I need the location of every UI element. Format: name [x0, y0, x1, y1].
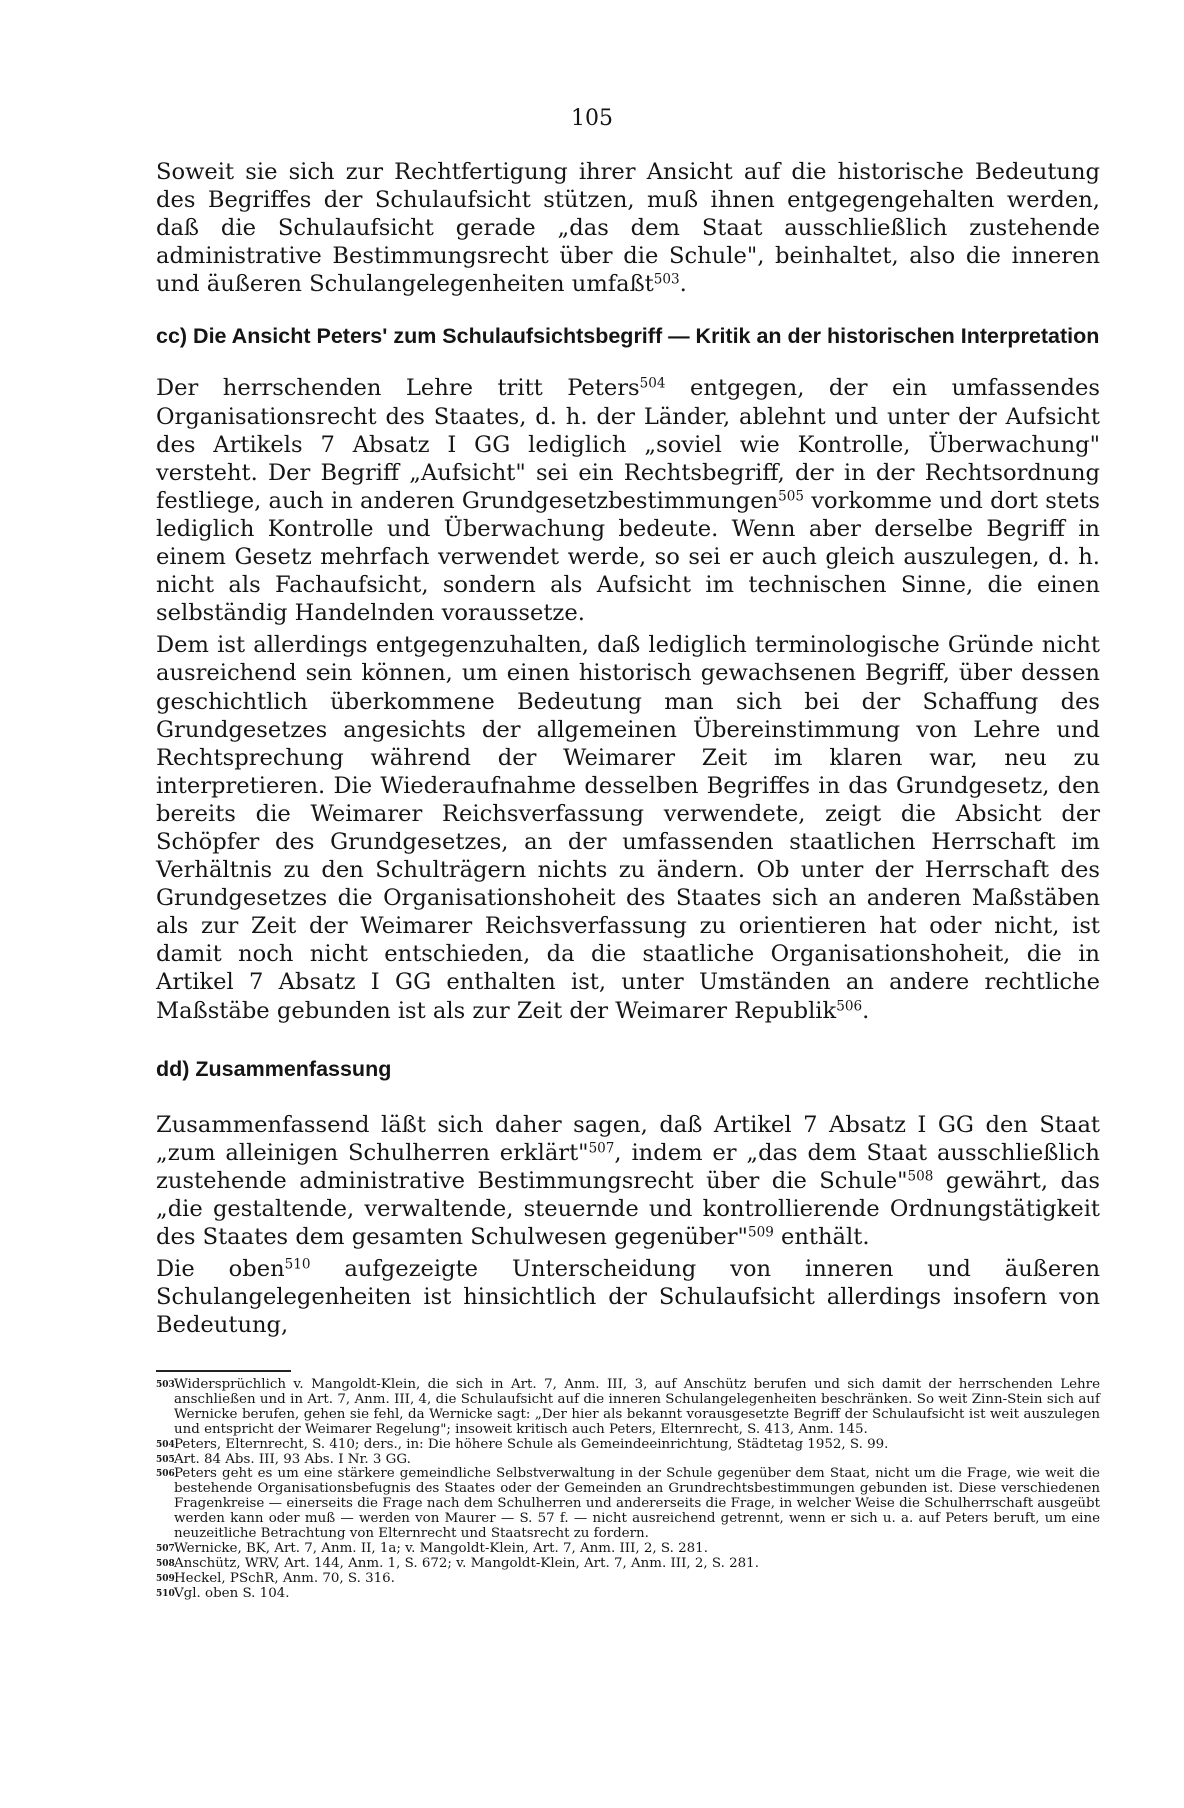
- paragraph-4: Zusammenfassend läßt sich daher sagen, daß Artikel 7 Absatz I GG den Staat „zum alleinigen Schulherren erklärt"$^{507}$, indem er „das dem Staat ausschließlich zustehende administrative Bestimmungsrecht über die Schule"$^{508}$ gewährt, das „die gestaltende, verwaltende, steuernde und kontrollierende Ordnungstätigkeit des Staates dem gesamten Schulwesen gegenüber"$^{509}$ enthält.: [156, 1111, 1100, 1250]
- footnote-507: 507 Wernicke, BK, Art. 7, Anm. II, 1a; v. Mangoldt-Klein, Art. 7, Anm. III, 2, S. 281.: [156, 1540, 708, 1556]
- footnote-number: 509: [156, 1573, 175, 1584]
- footnote-505: 505 Art. 84 Abs. III, 93 Abs. I Nr. 3 GG.: [156, 1451, 411, 1467]
- section-heading-cc: cc) Die Ansicht Peters' zum Schulaufsichtsbegriff — Kritik an der historischen Interpretation: [156, 324, 1100, 349]
- footnote-number: 504: [156, 1439, 175, 1450]
- footnote-ref-503[interactable]: 503: [653, 271, 680, 288]
- footnote-508: 508 Anschütz, WRV, Art. 144, Anm. 1, S. 672; v. Mangoldt-Klein, Art. 7, Anm. III, 2, S. 281.: [156, 1555, 759, 1571]
- footnote-506: 506 Peters geht es um eine stärkere gemeindliche Selbstverwaltung in der Schule gegenüber dem Staat, nicht um die Frage, wie weit die bestehende Organisationsbefugnis des Staates oder der Gemeinden an Grundrechtsbestimmungen gebunden ist. Diese verschiedenen Fragenkreise — einerseits die Frage nach dem Schulherren und andererseits die Frage, in welcher Weise die Schulherrschaft ausgeübt werden kann oder muß — werden von Maurer — S. 57 f. — nicht ausreichend getrennt, wenn er sich u. a. auf Peters beruft, um eine neuzeitliche Betrachtung von Elternrecht und Staatsrecht zu fordern.: [156, 1466, 1100, 1542]
- footnote-ref-510[interactable]: 510: [284, 1256, 311, 1273]
- footnote-ref-506[interactable]: 506: [836, 998, 863, 1015]
- footnote-number: 505: [156, 1454, 175, 1465]
- footnote-divider: [156, 1370, 291, 1372]
- footnote-ref-505[interactable]: 505: [778, 488, 805, 505]
- footnote-number: 510: [156, 1588, 175, 1599]
- paragraph-1: Soweit sie sich zur Rechtfertigung ihrer Ansicht auf die historische Bedeutung des Begriffes der Schulaufsicht stützen, muß ihnen entgegengehalten werden, daß die Schulaufsicht gerade „das dem Staat ausschließlich zustehende administrative Bestimmungsrecht über die Schule", beinhaltet, also die inneren und äußeren Schulangelegenheiten umfaßt$^{503}$.: [156, 159, 1100, 298]
- footnotes: [156, 1378, 1100, 1602]
- footnote-509: 509 Heckel, PSchR, Anm. 70, S. 316.: [156, 1570, 395, 1586]
- footnote-number: 503: [156, 1380, 175, 1390]
- footnote-504: 504 Peters, Elternrecht, S. 410; ders., in: Die höhere Schule als Gemeindeeinrichtung, Städtetag 1952, S. 99.: [156, 1436, 889, 1452]
- footnote-ref-509[interactable]: 509: [747, 1224, 774, 1241]
- footnote-503: 503 Widersprüchlich v. Mangoldt-Klein, die sich in Art. 7, Anm. III, 3, auf Anschütz berufen und sich damit der herrschenden Lehre anschließen und in Art. 7, Anm. III, 4, die Schulaufsicht auf die inneren Schulangelegenheiten beschränken. So weit Zinn-Stein sich auf Wernicke berufen, gehen sie fehl, da Wernicke sagt: „Der hier als bekannt vorausgesetzte Begriff der Schulaufsicht ist weit auszulegen und entspricht der Weimarer Regelung"; insoweit kritisch auch Peters, Elternrecht, S. 413, Anm. 145.: [156, 1377, 1100, 1437]
- footnote-ref-504[interactable]: 504: [639, 376, 666, 393]
- section-heading-dd: dd) Zusammenfassung: [156, 1056, 392, 1081]
- page-number: 105: [571, 106, 613, 131]
- footnote-510: 510 Vgl. oben S. 104.: [156, 1585, 290, 1601]
- footnote-number: 507: [156, 1543, 175, 1554]
- footnote-ref-508[interactable]: 508: [907, 1168, 934, 1185]
- paragraph-2: Der herrschenden Lehre tritt Peters$^{504}$ entgegen, der ein umfassendes Organisationsrecht des Staates, d. h. der Länder, ablehnt und unter der Aufsicht des Artikels 7 Absatz I GG lediglich „soviel wie Kontrolle, Überwachung" versteht. Der Begriff „Aufsicht" sei ein Rechtsbegriff, der in der Rechtsordnung festliege, auch in anderen Grundgesetzbestimmungen$^{505}$ vorkomme und dort stets lediglich Kontrolle und Überwachung bedeute. Wenn aber derselbe Begriff in einem Gesetz mehrfach verwendet werde, so sei er auch gleich auszulegen, d. h. nicht als Fachaufsicht, sondern als Aufsicht im technischen Sinne, die einen selbständig Handelnden voraussetze.: [156, 375, 1101, 627]
- paragraph-5: Die oben$^{510}$ aufgezeigte Unterscheidung von inneren und äußeren Schulangelegenheiten ist hinsichtlich der Schulaufsicht allerdings insofern von Bedeutung,: [156, 1256, 1100, 1339]
- paragraph-3: Dem ist allerdings entgegenzuhalten, daß lediglich terminologische Gründe nicht ausreichend sein können, um einen historisch gewachsenen Begriff, über dessen geschichtlich überkommene Bedeutung man sich bei der Schaffung des Grundgesetzes angesichts der allgemeinen Übereinstimmung von Lehre und Rechtsprechung während der Weimarer Zeit im klaren war, neu zu interpretieren. Die Wiederaufnahme desselben Begriffes in das Grundgesetz, den bereits die Weimarer Reichsverfassung verwendete, zeigt die Absicht der Schöpfer des Grundgesetzes, an der umfassenden staatlichen Herrschaft im Verhältnis zu den Schulträgern nichts zu ändern. Ob unter der Herrschaft des Grundgesetzes die Organisationshoheit des Staates sich an anderen Maßstäben als zur Zeit der Weimarer Reichsverfassung zu orientieren hat oder nicht, ist damit noch nicht entschieden, da die staatliche Organisationshoheit, die in Artikel 7 Absatz I GG enthalten ist, unter Umständen an andere rechtliche Maßstäbe gebunden ist als zur Zeit der Weimarer Republik$^{506}$.: [156, 632, 1100, 1024]
- footnote-number: 508: [156, 1558, 175, 1569]
- footnote-number: 506: [156, 1469, 175, 1480]
- main-text: [156, 158, 1100, 1339]
- footnote-ref-507[interactable]: 507: [588, 1140, 615, 1157]
